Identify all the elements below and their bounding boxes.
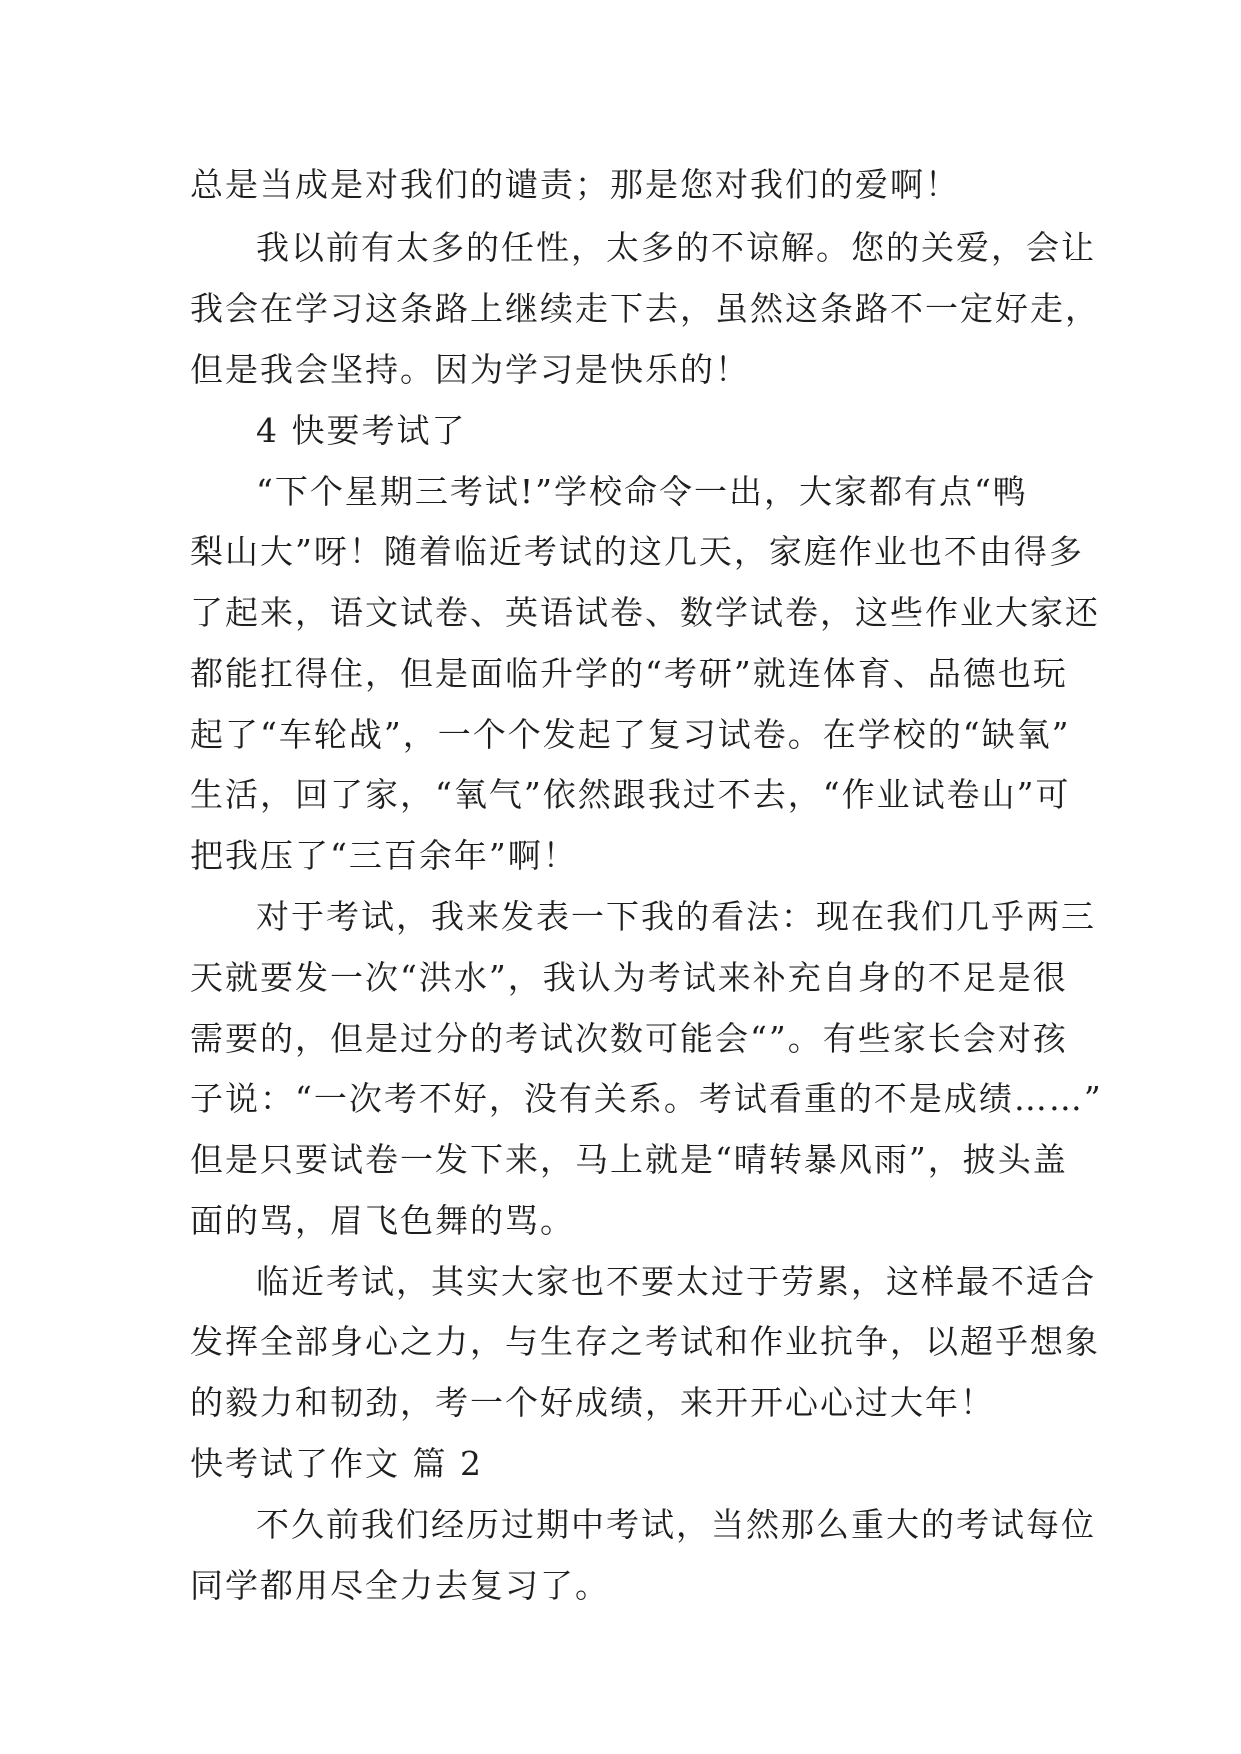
text-line: 生活，回了家，“氧气”依然跟我过不去，“作业试卷山”可 — [190, 775, 1071, 814]
text-line: 把我压了“三百余年”啊！ — [190, 836, 578, 875]
text-line: 子说：“一次考不好，没有关系。考试看重的不是成绩……” — [190, 1079, 1103, 1118]
paragraph-start-line: 临近考试，其实大家也不要太过于劳累，这样最不适合 — [256, 1262, 1096, 1301]
text-line: 同学都用尽全力去复习了。 — [190, 1566, 610, 1605]
text-line: 发挥全部身心之力，与生存之考试和作业抗争，以超乎想象 — [190, 1322, 1100, 1361]
article-title: 快考试了作文 篇 2 — [190, 1444, 483, 1483]
text-line: 天就要发一次“洪水”，我认为考试来补充自身的不足是很 — [190, 958, 1068, 997]
text-line: 需要的，但是过分的考试次数可能会“”。有些家长会对孩 — [190, 1019, 1068, 1058]
text-line: 我会在学习这条路上继续走下去，虽然这条路不一定好走， — [190, 289, 1100, 328]
text-line: 都能扛得住，但是面临升学的“考研”就连体育、品德也玩 — [190, 654, 1068, 693]
text-line: 总是当成是对我们的谴责；那是您对我们的爱啊！ — [190, 165, 960, 204]
section-heading: 4 快要考试了 — [256, 411, 467, 450]
text-line: 梨山大”呀！随着临近考试的这几天，家庭作业也不由得多 — [190, 532, 1084, 571]
paragraph-start-line: “下个星期三考试!”学校命令一出，大家都有点“鸭 — [256, 472, 1028, 511]
text-line: 面的骂，眉飞色舞的骂。 — [190, 1201, 575, 1240]
paragraph-start-line: 我以前有太多的任性，太多的不谅解。您的关爱，会让 — [256, 228, 1096, 267]
paragraph-start-line: 对于考试，我来发表一下我的看法：现在我们几乎两三 — [256, 897, 1096, 936]
text-line: 但是我会坚持。因为学习是快乐的！ — [190, 350, 750, 389]
text-line: 但是只要试卷一发下来，马上就是“晴转暴风雨”，披头盖 — [190, 1140, 1068, 1179]
paragraph-start-line: 不久前我们经历过期中考试，当然那么重大的考试每位 — [256, 1505, 1096, 1544]
text-line: 了起来，语文试卷、英语试卷、数学试卷，这些作业大家还 — [190, 593, 1100, 632]
text-line: 的毅力和韧劲，考一个好成绩，来开开心心过大年！ — [190, 1383, 995, 1422]
text-line: 起了“车轮战”，一个个发起了复习试卷。在学校的“缺氧” — [190, 715, 1071, 754]
